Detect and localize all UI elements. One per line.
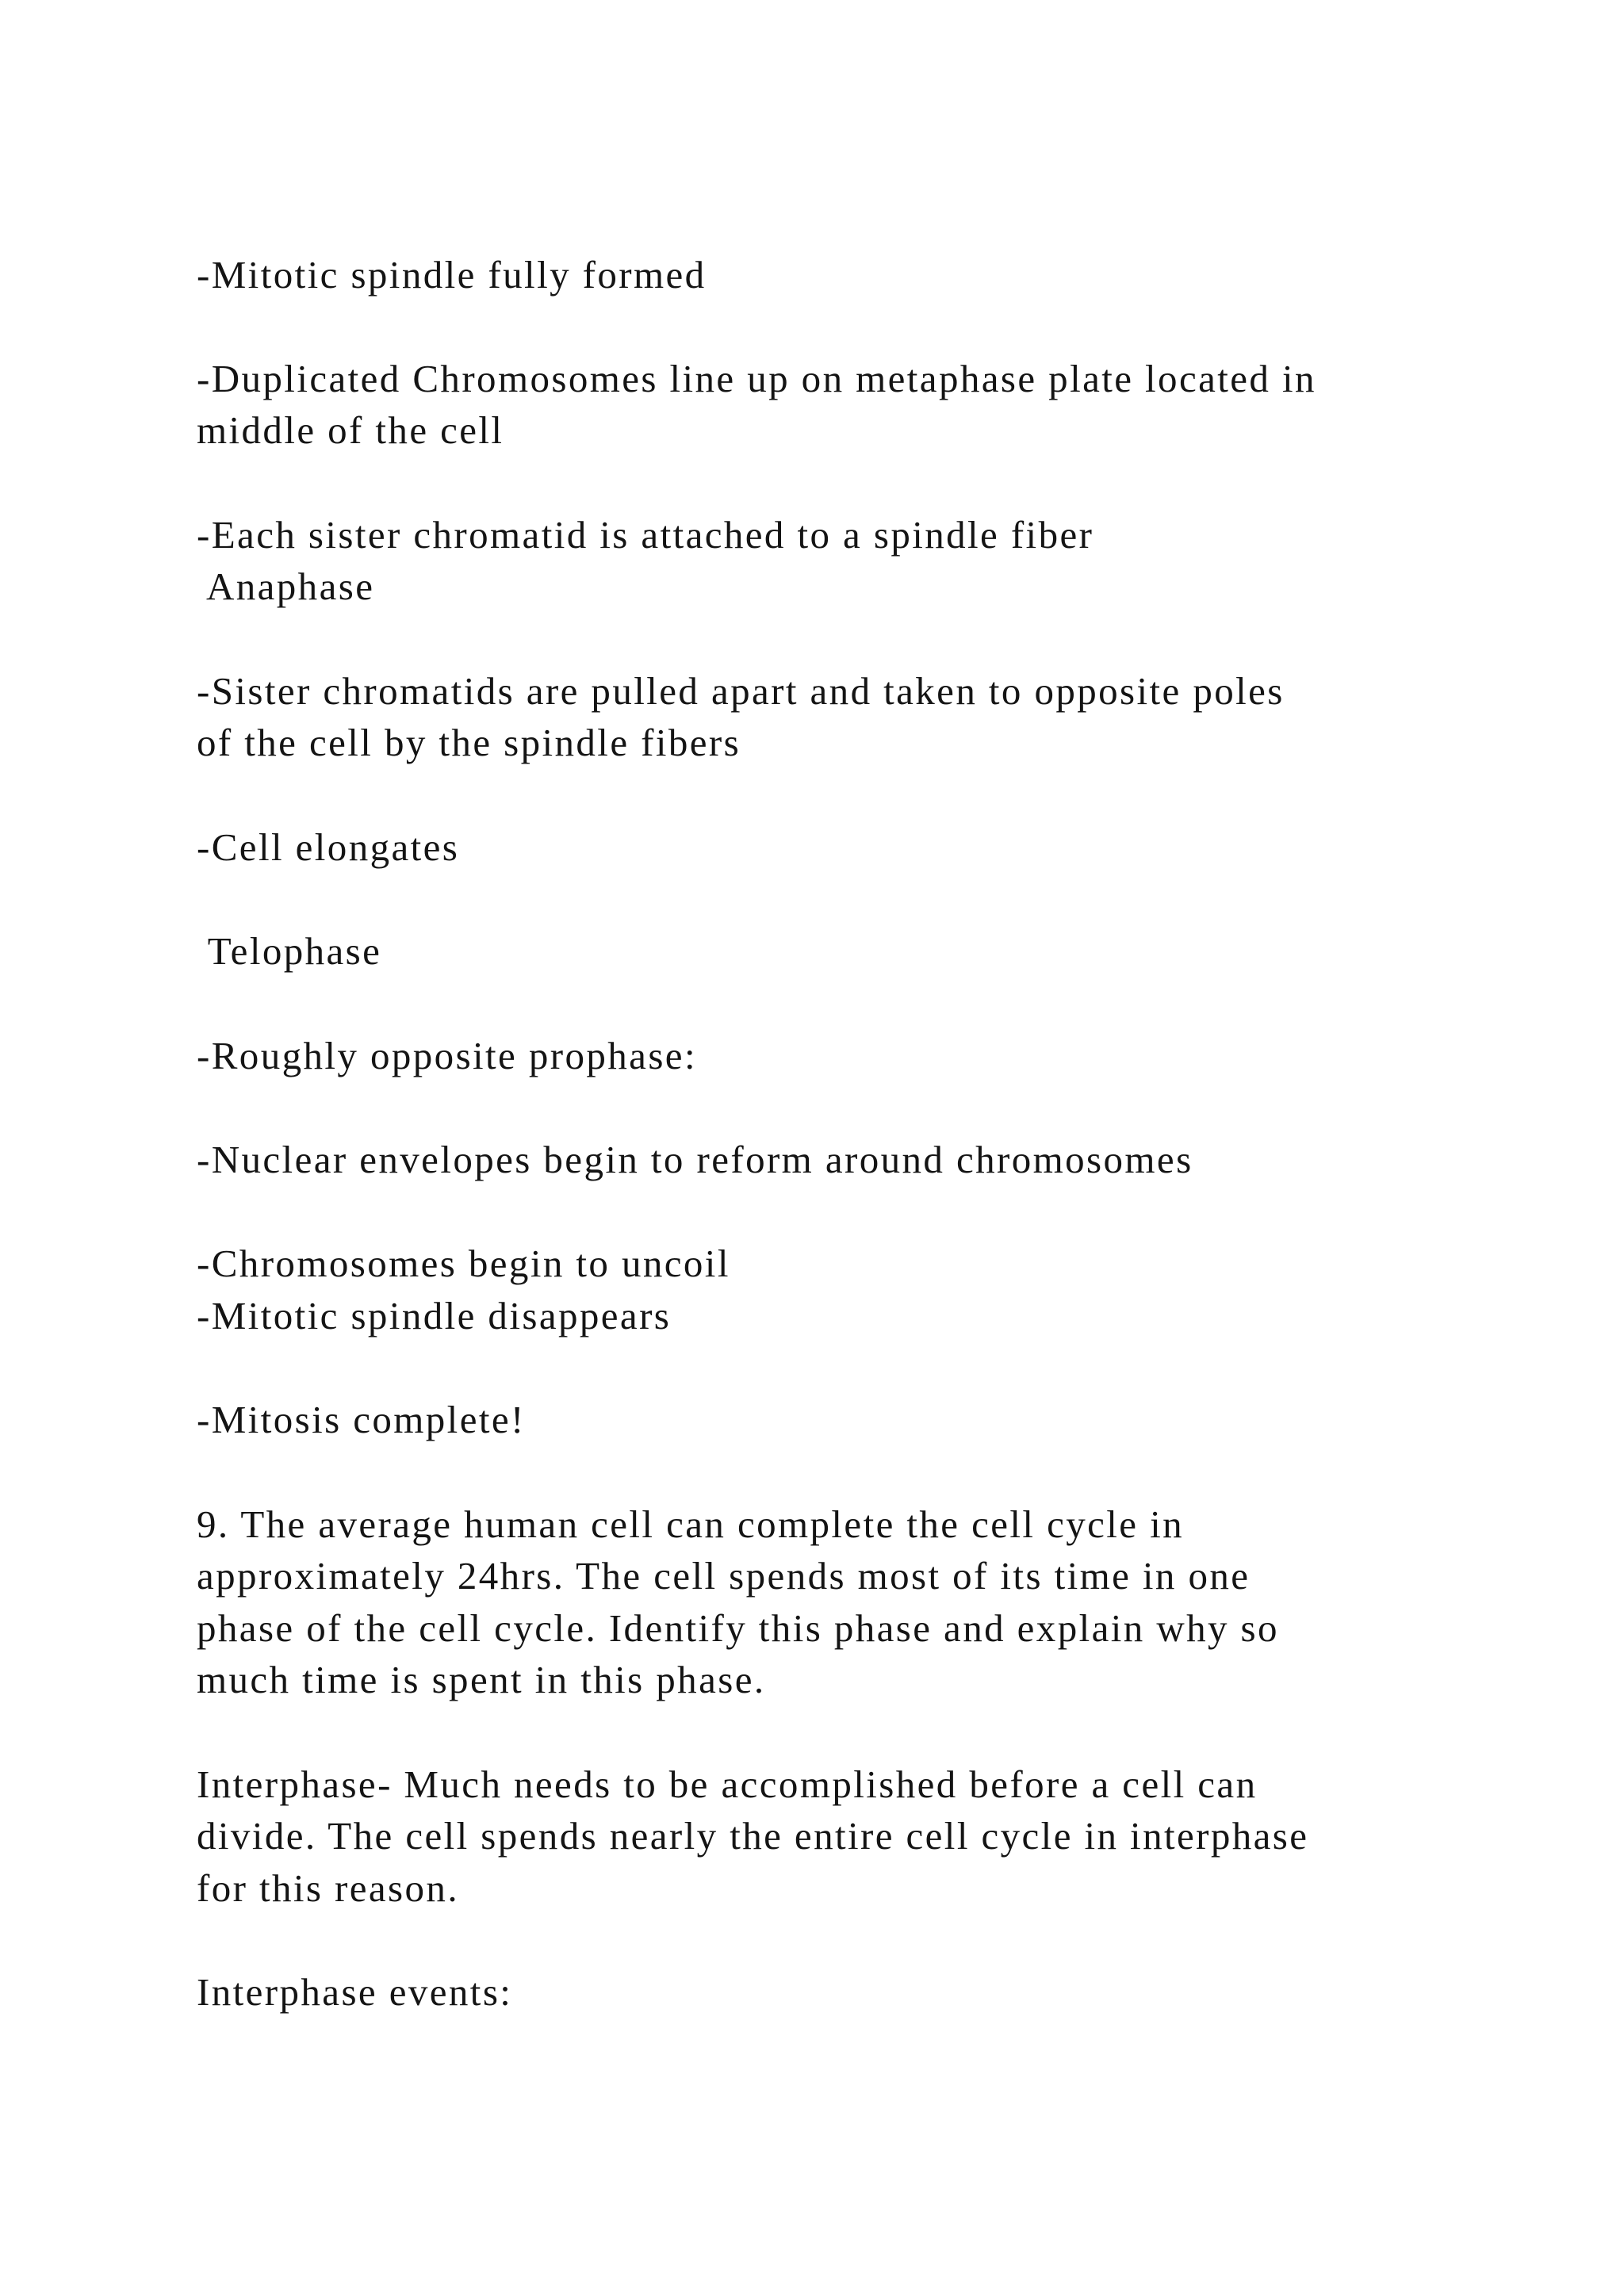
answer-line: for this reason.: [197, 1866, 459, 1910]
text-line: -Chromosomes begin to uncoil: [197, 1242, 730, 1285]
text-line: of the cell by the spindle fibers: [197, 721, 741, 764]
section-heading-anaphase: Anaphase: [197, 564, 375, 608]
answer-line: Interphase- Much needs to be accomplished before a cell can: [197, 1762, 1258, 1806]
text-line: -Mitotic spindle fully formed: [197, 253, 707, 297]
answer-line: divide. The cell spends nearly the entire cell cycle in interphase: [197, 1814, 1309, 1858]
section-heading-telophase: Telophase: [197, 929, 382, 973]
text-line: middle of the cell: [197, 408, 504, 452]
question-line: phase of the cell cycle. Identify this phase and explain why so: [197, 1606, 1279, 1650]
question-line: approximately 24hrs. The cell spends most of its time in one: [197, 1554, 1251, 1598]
question-line: much time is spent in this phase.: [197, 1658, 766, 1701]
text-line: -Mitosis complete!: [197, 1398, 526, 1441]
text-line: -Sister chromatids are pulled apart and taken to opposite poles: [197, 669, 1285, 713]
text-line: Interphase events:: [197, 1970, 513, 2014]
text-line: -Duplicated Chromosomes line up on metaphase plate located in: [197, 357, 1316, 400]
text-line: -Nuclear envelopes begin to reform around chromosomes: [197, 1138, 1193, 1181]
text-line: -Roughly opposite prophase:: [197, 1034, 697, 1077]
text-line: -Each sister chromatid is attached to a spindle fiber: [197, 513, 1094, 557]
text-line: -Cell elongates: [197, 825, 460, 869]
question-line: 9. The average human cell can complete the cell cycle in: [197, 1502, 1184, 1546]
text-line: -Mitotic spindle disappears: [197, 1294, 672, 1337]
